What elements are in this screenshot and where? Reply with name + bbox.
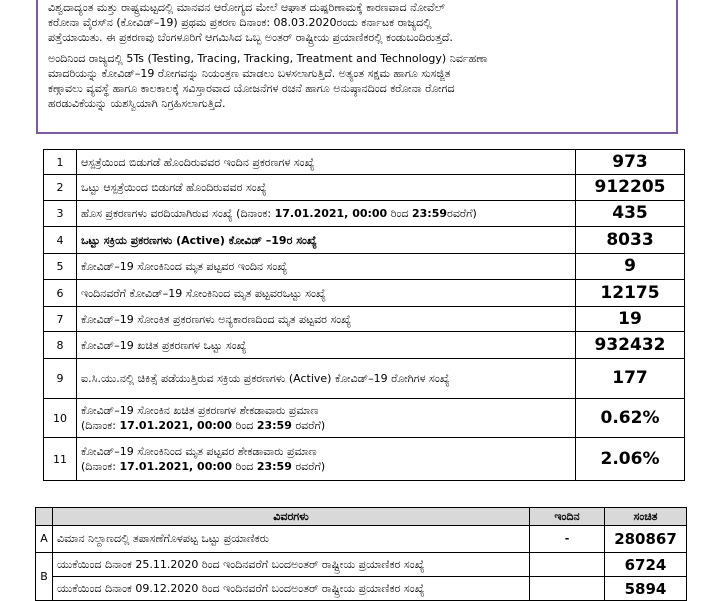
- row-description: ಇಂದಿನವರೆಗೆ ಕೋವಿಡ್–19 ಸೋಂಕಿನಿಂದ ಮೃತ ಪಟ್ಟವರಒಟ್ಟು ಸಂಖ್ಯೆ: [77, 280, 576, 307]
- row-number: 1: [44, 150, 77, 175]
- row-number: 5: [44, 254, 77, 280]
- row-text: (ದಿನಾಂಕ:: [81, 460, 120, 473]
- row-number: 8: [44, 332, 77, 359]
- row-text: ರಿಂದ: [387, 207, 412, 220]
- row-text: ರಿಂದ: [232, 419, 257, 432]
- table-header-row: [36, 508, 687, 526]
- row-value: 973: [576, 150, 685, 175]
- row-value: 2.06%: [576, 438, 685, 481]
- date-start: 17.01.2021, 00:00: [274, 207, 388, 220]
- row-cumulative: 5894: [605, 577, 687, 601]
- row-number: 11: [44, 438, 77, 481]
- row-value: 9: [576, 254, 685, 280]
- table-row: [44, 332, 685, 359]
- row-number: 7: [44, 307, 77, 332]
- row-number: 10: [44, 399, 77, 438]
- row-text: ಕೋವಿಡ್–19 ಸೋಂಕಿನಿಂದ ಮೃತ ಪಟ್ಟವರ ಶೇಕಡಾವಾರು ಪ್ರಮಾಣ: [81, 445, 317, 458]
- row-value: 8033: [576, 227, 685, 254]
- row-description: ಕೋವಿಡ್–19 ಖಚಿತ ಪ್ರಕರಣಗಳ ಒಟ್ಟು ಸಂಖ್ಯೆ: [77, 332, 576, 359]
- row-description: ಒಟ್ಟು ಆಸ್ಪತ್ರೆಯಿಂದ ಬಿಡುಗಡೆ ಹೊಂದಿರುವವರ ಸಂಖ್ಯೆ: [77, 175, 576, 201]
- row-text: ರವರೆಗೆ): [291, 460, 326, 473]
- table-row: [44, 438, 685, 481]
- row-text: ರವರೆಗೆ): [291, 419, 326, 432]
- row-number: 3: [44, 201, 77, 227]
- row-text: ರವರೆಗೆ): [447, 207, 477, 220]
- row-label: A: [36, 526, 53, 553]
- row-text: (ದಿನಾಂಕ:: [81, 419, 120, 432]
- row-description: [77, 201, 576, 227]
- row-number: 9: [44, 359, 77, 399]
- date-end: 23:59: [256, 419, 292, 432]
- row-value: 177: [576, 359, 685, 399]
- row-label: B: [36, 553, 53, 601]
- row-value: 19: [576, 307, 685, 332]
- row-description: ಆಸ್ಪತ್ರೆಯಿಂದ ಬಿಡುಗಡೆ ಹೊಂದಿರುವವರ ಇಂದಿನ ಪ್ರಕರಣಗಳ ಸಂಖ್ಯೆ: [77, 150, 576, 175]
- intro-line: ಅಂದಿನಿಂದ ರಾಜ್ಯದಲ್ಲಿ 5Ts (Testing, Tracing, Tracking, Treatment and Technology) ನಿರ್ವಹಣಾ: [48, 52, 488, 65]
- row-text: ಹೊಸ ಪ್ರಕರಣಗಳು ವರದಿಯಾಗಿರುವ ಸಂಖ್ಯೆ (ದಿನಾಂಕ:: [81, 207, 275, 220]
- row-today: [530, 577, 605, 601]
- header-blank: [36, 508, 53, 526]
- table-row: [44, 280, 685, 307]
- table-row: [44, 150, 685, 175]
- date-start: 17.01.2021, 00:00: [119, 419, 233, 432]
- row-number: 4: [44, 227, 77, 254]
- row-value: 12175: [576, 280, 685, 307]
- date-end: 23:59: [412, 207, 448, 220]
- table-row: [44, 254, 685, 280]
- table-row: [36, 577, 687, 601]
- header-details: ವಿವರಗಳು: [53, 508, 530, 526]
- row-value: 912205: [576, 175, 685, 201]
- row-value: 932432: [576, 332, 685, 359]
- row-cumulative: 6724: [605, 553, 687, 577]
- intro-line: ಮಾದರಿಯನ್ನು ಕೋವಿಡ್–19 ರೋಗವನ್ನು ನಿಯಂತ್ರಣ ಮಾಡಲು ಬಳಸಲಾಗುತ್ತಿದೆ. ಅತ್ಯಂತ ಸಕ್ಷಮ ಹಾಗೂ ಸುಸಜ್ಜಿತ: [48, 67, 451, 80]
- intro-box: [36, 0, 678, 134]
- row-text: ರಿಂದ: [232, 460, 257, 473]
- row-description: ಕೋವಿಡ್–19 ಸೋಂಕಿನಿಂದ ಮೃತ ಪಟ್ಟವರ ಇಂದಿನ ಸಂಖ್ಯೆ: [77, 254, 576, 280]
- row-description: ಐ.ಸಿ.ಯು.ನಲ್ಲಿ ಚಿಕಿತ್ಸೆ ಪಡೆಯುತ್ತಿರುವ ಸಕ್ರಿಯ ಪ್ರಕರಣಗಳು (Active) ಕೋವಿಡ್–19 ರೋಗಿಗಳ ಸಂಖ್ಯೆ: [77, 359, 576, 399]
- row-cumulative: 280867: [605, 526, 687, 553]
- travel-table: [35, 507, 687, 601]
- stats-table: [43, 149, 685, 481]
- row-number: 6: [44, 280, 77, 307]
- row-today: -: [530, 526, 605, 553]
- header-today: ಇಂದಿನ: [530, 508, 605, 526]
- row-value: 435: [576, 201, 685, 227]
- intro-line: ಹರಡುವಿಕೆಯನ್ನು ಯಶಸ್ವಿಯಾಗಿ ನಿಗ್ರಹಿಸಲಾಗುತ್ತಿದೆ.: [48, 97, 226, 110]
- date-end: 23:59: [256, 460, 292, 473]
- table-row: [44, 359, 685, 399]
- row-description: ಕೋವಿಡ್–19 ಸೋಂಕಿತ ಪ್ರಕರಣಗಳು ಅನ್ಯಕಾರಣದಿಂದ ಮೃತ ಪಟ್ಟವರ ಸಂಖ್ಯೆ: [77, 307, 576, 332]
- date-start: 17.01.2021, 00:00: [119, 460, 233, 473]
- row-description: [77, 399, 576, 438]
- table-row: [44, 201, 685, 227]
- row-description: [77, 438, 576, 481]
- table-row: [36, 526, 687, 553]
- table-row: [44, 399, 685, 438]
- table-row: [44, 227, 685, 254]
- row-description: ಒಟ್ಟು ಸಕ್ರಿಯ ಪ್ರಕರಣಗಳು (Active) ಕೋವಿಡ್ –19ರ ಸಂಖ್ಯೆ: [77, 227, 576, 254]
- table-row: [44, 307, 685, 332]
- row-description: ಯುಕೆಯಿಂದ ದಿನಾಂಕ 09.12.2020 ರಿಂದ ಇಂದಿನವರೆಗೆ ಬಂದಅಂತರ್ ರಾಷ್ಟ್ರೀಯ ಪ್ರಯಾಣಿಕರ ಸಂಖ್ಯೆ: [53, 577, 530, 601]
- intro-line: ಕರೋನಾ ವೈರಸ್‌ನ (ಕೋವಿಡ್–19) ಪ್ರಥಮ ಪ್ರಕರಣ ದಿನಾಂಕ: 08.03.2020ರಂದು ಕರ್ನಾಟಕ ರಾಜ್ಯದಲ್ಲಿ: [48, 16, 432, 29]
- intro-line: ಪತ್ತೆಯಾಯಿತು. ಈ ಪ್ರಕರಣವು ಬೆಂಗಳೂರಿಗೆ ಆಗಮಿಸಿದ ಒಬ್ಬ ಅಂತರ್ ರಾಷ್ಟ್ರೀಯ ಪ್ರಯಾಣಿಕರಲ್ಲಿ ಕಂಡುಬಂದಿರುತ್ತದೆ.: [48, 31, 453, 44]
- row-number: 2: [44, 175, 77, 201]
- table-row: [36, 553, 687, 577]
- row-today: [530, 553, 605, 577]
- row-value: 0.62%: [576, 399, 685, 438]
- row-description: ಯುಕೆಯಿಂದ ದಿನಾಂಕ 25.11.2020 ರಿಂದ ಇಂದಿನವರೆಗೆ ಬಂದಅಂತರ್ ರಾಷ್ಟ್ರೀಯ ಪ್ರಯಾಣಿಕರ ಸಂಖ್ಯೆ: [53, 553, 530, 577]
- row-text: ಕೋವಿಡ್–19 ಸೋಂಕಿನ ಖಚಿತ ಪ್ರಕರಣಗಳ ಶೇಕಡಾವಾರು ಪ್ರಮಾಣ: [81, 404, 319, 417]
- table-row: [44, 175, 685, 201]
- row-description: ವಿಮಾನ ನಿಲ್ದಾಣದಲ್ಲಿ ತಪಾಸಣೆಗೊಳಪಟ್ಟ ಒಟ್ಟು ಪ್ರಯಾಣಿಕರು: [53, 526, 530, 553]
- header-cumulative: ಸಂಚಿತ: [605, 508, 687, 526]
- intro-line: ಕಣ್ಗಾವಲು ವ್ಯವಸ್ಥೆ ಹಾಗೂ ಕಾಲಕಾಲಕ್ಕೆ ಸವಿಸ್ತಾರವಾದ ಯೋಜನೆಗಳ ರಚನೆ ಹಾಗೂ ಅನುಷ್ಠಾನದಿಂದ ಕರೋನಾ ರೋಗದ: [48, 82, 455, 95]
- intro-line: ವಿಶ್ವದಾದ್ಯಂತ ಮತ್ತು ರಾಷ್ಟ್ರಮಟ್ಟದಲ್ಲಿ ಮಾನವನ ಆರೋಗ್ಯದ ಮೇಲೆ ಆಘಾತ ದುಷ್ಪರಿಣಾಮಕ್ಕೆ ಕಾರಣವಾದ ನೋವೆಲ್: [48, 1, 446, 14]
